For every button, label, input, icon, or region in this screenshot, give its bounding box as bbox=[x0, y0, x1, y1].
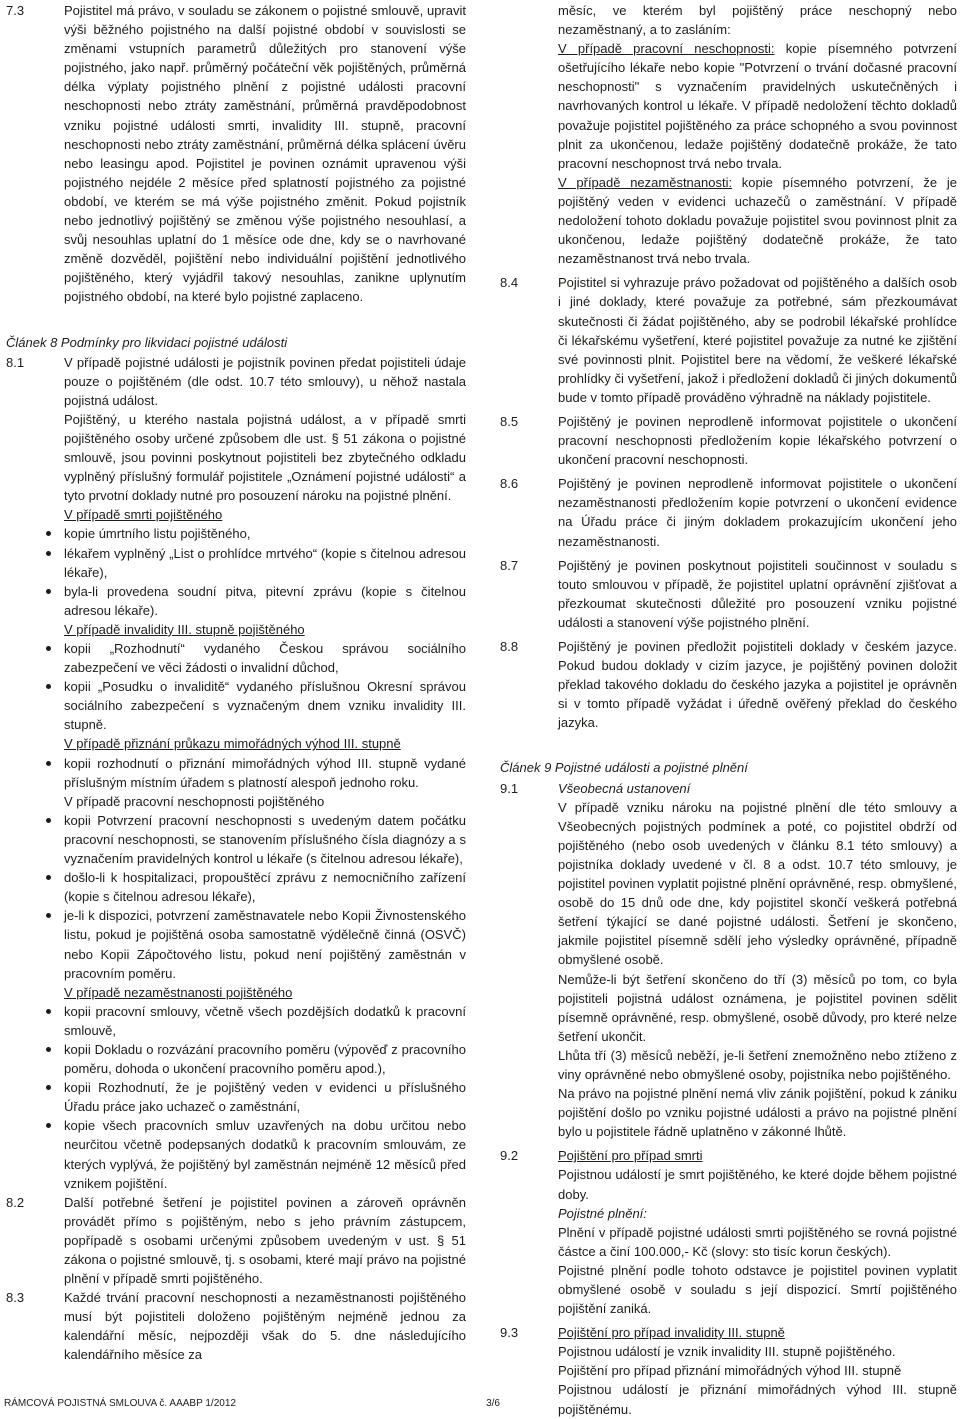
clause-8-1 bbox=[6, 353, 466, 410]
list-item: kopii Potvrzení pracovní neschopnosti s uvedeným datem počátku pracovní neschopnosti, se stanovením příslušného čísla diagnózy a s vyznačením pravidelných kontrol u lékaře (s čitelnou adresou lékaře), bbox=[64, 811, 466, 868]
clause-9-1 bbox=[500, 779, 957, 798]
list-item: kopie úmrtního listu pojištěného, bbox=[64, 524, 466, 543]
death-benefit-amount: Plnění v případě pojistné události smrti pojištěného se rovná pojistné částce a činí 100.000,- Kč (slovy: sto tisíc korun českých). bbox=[558, 1224, 957, 1259]
article-9-heading: Článek 9 Pojistné události a pojistné plnění bbox=[500, 760, 748, 776]
special-benefits-subheading: V případě přiznání průkazu mimořádných výhod III. stupně bbox=[64, 736, 401, 752]
clause-9-2 bbox=[500, 1146, 957, 1165]
clause-8-1-continuation: Pojištěný, u kterého nastala pojistná událost, a v případě smrti pojištěného osoby určené způsobem dle ust. § 51 zákona o pojistné smlouvě, jsou povinni poskytnout pojistiteli bez zbytečného odkladu vyplněný příslušný formulář pojistitele „Oznámení pojistné události“ a tyto prvotní doklady nutné pro posouzení nároku na pojistné plnění. bbox=[64, 411, 466, 504]
clause-number: 8.7 bbox=[500, 557, 519, 573]
clause-8-3 bbox=[6, 1288, 466, 1364]
incapacity-proof-text: kopie písemného potvrzení ošetřujícího lékaře nebo kopie "Potvrzení o trvání dočasné pracovní neschopnosti" s vyznačením pravidelných uskutečněných i navrhovaných kontrol u lékaře. V případě nedoložení těchto dokladů považuje pojistitel pojištěného za práce schopného a svou povinnost plnit za ukončenou, ledaže pojištěný dodatečně prokáže, že tato pracovní neschopnost trvá nebo trvala. bbox=[558, 41, 957, 171]
clause-8-2 bbox=[6, 1193, 466, 1288]
list-item: kopii rozhodnutí o přiznání mimořádných výhod III. stupně vydané příslušným místním úřadem s platností alespoň jednoho roku. bbox=[64, 754, 466, 792]
clause-8-7 bbox=[500, 556, 957, 632]
clause-8-4 bbox=[500, 273, 957, 407]
clause-9-3 bbox=[500, 1323, 957, 1342]
death-subheading: V případě smrti pojištěného bbox=[64, 507, 223, 523]
clause-text: Pojistitel si vyhrazuje právo požadovat od pojištěného a dalších osob i jiné doklady, které považuje za potřebné, sám přezkoumávat skutečnosti či žádat pojištěného, aby se podrobil lékařské prohlídce či lékařskému vyšetření, které pojistitel považuje za nutné ke zjištění své povinnosti plnit. Pojistitel bere na vědomí, že veškeré lékařské prohlídky či vyšetření, jakož i předložení dokladů či jiných dokumentů bude v tomto případě prováděno výhradně na náklady pojistitele. bbox=[558, 275, 957, 405]
clause-text: Další potřebné šetření je pojistitel povinen a zároveň oprávněn provádět přímo s pojištěným, nebo s jeho právním zástupcem, popřípadě s osobami určenými způsobem uvedeným v ust. § 51 zákona o pojistné smlouvě, tj. s osobami, které mají právo na pojistné plnění v případě smrti pojištěného. bbox=[64, 1194, 466, 1287]
list-item: byla-li provedena soudní pitva, pitevní zprávu (kopie s čitelnou adresou lékaře). bbox=[64, 582, 466, 620]
list-item: došlo-li k hospitalizaci, propouštěcí zprávu z nemocničního zařízení (kopie s čitelnou adresou lékaře), bbox=[64, 868, 466, 906]
unemployment-proof-text: kopie písemného potvrzení, že je pojištěný veden v evidenci uchazečů o zaměstnání. V případě nedoložení tohoto dokladu považuje pojistitel svou povinnost plnit za ukončenou, ledaže pojištěný dodatečně prokáže, že tato nezaměstnanost trvá nebo trvala. bbox=[558, 174, 957, 267]
clause-number: 8.4 bbox=[500, 275, 519, 291]
clause-text: Pojištěný je povinen poskytnout pojistiteli součinnost v souladu s touto smlouvou v případě, že pojistitel uplatní oprávnění zjišťovat a přezkoumat skutečnosti důležité pro posouzení vzniku pojistné události a stanovení výše pojistného plnění. bbox=[558, 557, 957, 630]
general-provisions-paragraph: Nemůže-li být šetření skončeno do tří (3) měsíců po tom, co byla pojistiteli pojistná událost oznámena, je pojistitel povinen sdělit písemně oprávněné, resp. obmyšlené, osobě důvody, pro které nelze šetření ukončit. bbox=[558, 971, 957, 1044]
unemployment-documents-list bbox=[6, 1002, 466, 1193]
clause-number: 9.2 bbox=[500, 1148, 519, 1164]
clause-number: 8.5 bbox=[500, 413, 519, 429]
clause-text: Pojištěný je povinen neprodleně informovat pojistitele o ukončení pracovní neschopnosti předložením kopie lékařského potvrzení o ukončení pracovní neschopnosti. bbox=[558, 413, 957, 468]
clause-text: Pojištěný je povinen předložit pojistiteli doklady v českém jazyce. Pokud budou doklady v cizím jazyce, je pojištěný povinen doložit překlad takového dokladu do českého jazyka a pojistitel je oprávněn si v tomto případě vyžádat i úředně ověřený překlad do českého jazyka. bbox=[558, 639, 957, 731]
general-provisions-paragraph: Na právo na pojistné plnění nemá vliv zánik pojištění, pokud k zániku pojištění došlo po vzniku pojistné události a právo na pojistné plnění bylo u pojistitele řádně uplatněno v zákonné lhůtě. bbox=[558, 1086, 957, 1140]
death-benefit-payment: Pojistné plnění podle tohoto odstavce je pojistitel povinen vyplatit obmyšlené osobě v souladu s její dispozicí. Smrtí pojištěného pojištění zaniká. bbox=[558, 1262, 957, 1317]
list-item: kopii „Posudku o invaliditě“ vydaného příslušnou Okresní správou sociálního zabezpečení s vyznačeným dnem vzniku invalidity III. stupně. bbox=[64, 677, 466, 734]
unemployment-proof-lead: V případě nezaměstnanosti: bbox=[558, 174, 733, 190]
special-benefits-list bbox=[6, 754, 466, 792]
left-column bbox=[6, 1, 466, 1365]
clause-title: Pojištění pro případ smrti bbox=[558, 1148, 703, 1164]
footer-document-title: RÁMCOVÁ POJISTNÁ SMLOUVA č. AAABP 1/2012 bbox=[4, 1398, 236, 1409]
page-number: 3/6 bbox=[486, 1398, 500, 1409]
clause-number: 8.8 bbox=[500, 639, 519, 654]
clause-text: Pojistitel má právo, v souladu se zákonem o pojistné smlouvě, upravit výši běžného pojistného na další pojistné období v souvislosti se změnami vstupních parametrů důležitých pro stanovení výše pojistného, jako např. průměrný počáteční věk pojištěných, průměrná délka výplaty pojistného plnění z pojistné události pracovní neschopnosti nebo ztráty zaměstnání, průměrná pravděpodobnost vzniku pojistné události smrti, invalidity III. stupně, pracovní neschopnosti nebo ztráty zaměstnání, průměrná délka splácení úvěru nebo leasingu apod. Pojistitel je povinen oznámit upravenou výši pojistného nejdéle 2 měsíce před splatností pojistného za pojistné období, ve kterém se má výše pojistného změnit. Pokud pojistník nebo jednotlivý pojištěný se změnou výše pojistného nesouhlasí, a svůj nesouhlas uplatní do 1 měsíce ode dne, kdy se o navrhované změně dozvěděl, pojištění nebo individuální pojištění jednotlivého pojištěného, který vyjádřil takový nesouhlas, zanikne uplynutím pojistného období, na které bylo pojistné zaplaceno. bbox=[64, 3, 466, 305]
right-column bbox=[500, 1, 957, 1419]
list-item: kopie všech pracovních smluv uzavřených na dobu určitou nebo neurčitou včetně podepsaných dodatků k pracovním smlouvám, ze kterých vyplývá, že pojištěný byl zaměstnán nejméně 12 měsíců před vznikem pojištění. bbox=[64, 1116, 466, 1192]
clause-8-6 bbox=[500, 474, 957, 550]
incapacity-documents-list bbox=[6, 811, 466, 983]
list-item: kopii pracovní smlouvy, včetně všech pozdějších dodatků k pracovní smlouvě, bbox=[64, 1002, 466, 1040]
list-item: lékařem vyplněný „List o prohlídce mrtvého“ (kopie s čitelnou adresou lékaře), bbox=[64, 544, 466, 582]
clause-number: 7.3 bbox=[6, 3, 25, 18]
incapacity-subheading: V případě pracovní neschopnosti pojištěného bbox=[64, 793, 325, 809]
special-benefits-insured-event: Pojistnou událostí je přiznání mimořádných výhod III. stupně pojištěnému. bbox=[558, 1382, 957, 1417]
list-item: kopii Rozhodnutí, že je pojištěný veden v evidenci u příslušného Úřadu práce jako uchazeč o zaměstnání, bbox=[64, 1078, 466, 1116]
invalidity-documents-list bbox=[6, 639, 466, 734]
clause-number: 8.6 bbox=[500, 476, 519, 492]
special-benefits-insurance-title: Pojištění pro případ přiznání mimořádných výhod III. stupně bbox=[558, 1363, 902, 1379]
clause-text: Každé trvání pracovní neschopnosti a nezaměstnanosti pojištěného musí být pojistiteli doloženo pojištěným nejméně jednou za kalendářní měsíc, nejpozději však do 5. dne následujícího kalendářního měsíce za bbox=[64, 1290, 466, 1363]
article-8-heading: Článek 8 Podmínky pro likvidaci pojistné události bbox=[6, 334, 288, 350]
clause-number: 8.3 bbox=[6, 1290, 25, 1306]
unemployment-proof-block bbox=[500, 173, 957, 268]
incapacity-proof-lead: V případě pracovní neschopnosti: bbox=[558, 41, 775, 57]
unemployment-subheading: V případě nezaměstnanosti pojištěného bbox=[64, 984, 293, 1000]
list-item: kopii Dokladu o rozvázání pracovního poměru (výpověď z pracovního poměru, dohoda o ukončení pracovního poměru apod.), bbox=[64, 1040, 466, 1078]
clause-7-3 bbox=[6, 1, 466, 307]
clause-text: V případě pojistné události je pojistník povinen předat pojistiteli údaje pouze o pojištěném (dle odst. 10.7 této smlouvy), u něhož nastala pojistná událost. bbox=[64, 354, 466, 408]
clause-number: 9.3 bbox=[500, 1325, 519, 1341]
incapacity-proof-block bbox=[500, 39, 957, 173]
death-benefit-label: Pojistné plnění: bbox=[558, 1205, 647, 1221]
clause-8-3-continuation: měsíc, ve kterém byl pojištěný práce neschopný nebo nezaměstnaný, a to zasláním: bbox=[558, 3, 957, 38]
clause-text: Pojištěný je povinen neprodleně informovat pojistitele o ukončení nezaměstnanosti předložením kopie potvrzení o ukončení evidence na Úřadu práce či jiným dokladem prokazujícím ukončení jeho nezaměstnanosti. bbox=[558, 476, 957, 549]
invalidity-insured-event: Pojistnou událostí je vznik invalidity III. stupně pojištěného. bbox=[558, 1344, 896, 1360]
clause-title: Pojištění pro případ invalidity III. stupně bbox=[558, 1325, 785, 1341]
death-documents-list bbox=[6, 524, 466, 619]
list-item: kopii „Rozhodnutí“ vydaného Českou správou sociálního zabezpečení ve věci žádosti o invalidní důchod, bbox=[64, 639, 466, 677]
clause-number: 8.2 bbox=[6, 1194, 25, 1210]
clause-title: Všeobecná ustanovení bbox=[558, 780, 691, 796]
clause-number: 8.1 bbox=[6, 354, 25, 370]
list-item: je-li k dispozici, potvrzení zaměstnavatele nebo Kopii Živnostenského listu, pokud je pojištěná osoba samostatně výdělečně činná (OSVČ) nebo Kopii Zápočtového listu, pokud není pojištěný zaměstnán v pracovním poměru. bbox=[64, 906, 466, 982]
death-insured-event: Pojistnou událostí je smrt pojištěného, ke které dojde během pojistné doby. bbox=[558, 1167, 957, 1202]
general-provisions-paragraph: Lhůta tří (3) měsíců neběží, je-li šetření znemožněno nebo ztíženo z viny oprávněné nebo obmyšlené osoby, pojistníka nebo pojištěného. bbox=[558, 1047, 957, 1082]
clause-number: 9.1 bbox=[500, 780, 519, 796]
general-provisions-paragraph: V případě vzniku nároku na pojistné plnění dle této smlouvy a Všeobecných pojistných podmínek a poté, co pojistitel obdrží od pojištěného (nebo osob uvedených v článku 8.1 této smlouvy) a pojistníka doklady uvedené v čl. 8 a odst. 10.7 této smlouvy, je pojistitel povinen vyplatit pojistné plnění oprávněné, resp. obmyšlené, osobě do 15 dnů ode dne, kdy pojistitel skončí veškerá potřebná šetření týkající se dané pojistné události. Šetření je skončeno, jakmile pojistitel písemně sdělí jeho výsledky oprávněné, případně obmyšlené osobě. bbox=[558, 799, 957, 968]
clause-8-5 bbox=[500, 412, 957, 469]
clause-8-8 bbox=[500, 637, 957, 732]
invalidity-subheading: V případě invalidity III. stupně pojištěného bbox=[64, 621, 305, 637]
